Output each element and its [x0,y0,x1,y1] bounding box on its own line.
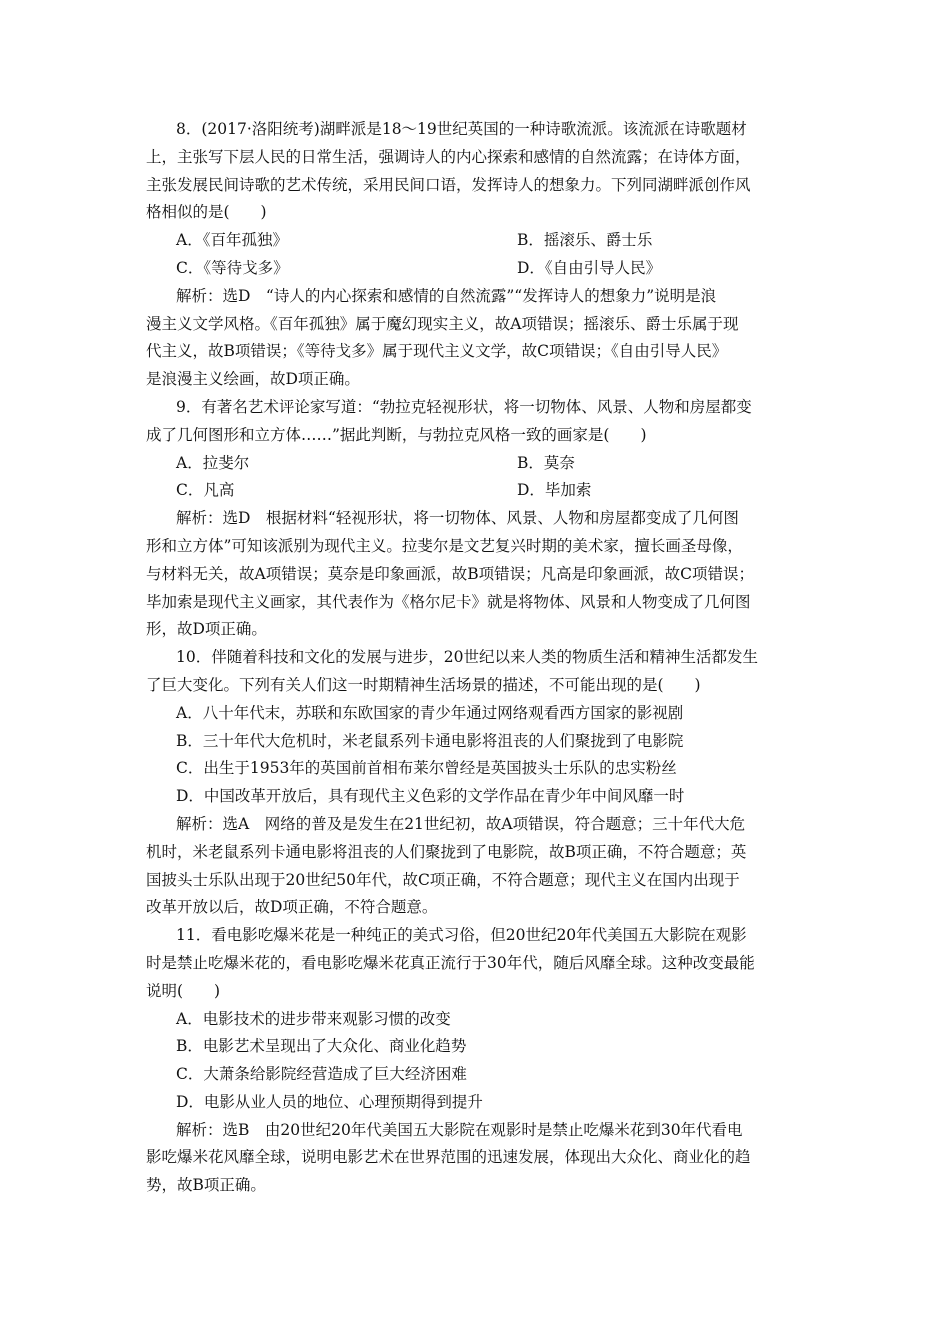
document-page [146,116,808,1200]
question-8-analysis-line-2: 漫主义文学风格。《百年孤独》属于魔幻现实主义，故A项错误；摇滚乐、爵士乐属于现 [146,314,739,333]
question-9-analysis-line-3: 与材料无关，故A项错误；莫奈是印象画派，故B项错误；凡高是印象画派，故C项错误； [146,564,754,583]
question-8-analysis-line-4: 是浪漫主义绘画，故D项正确。 [146,370,360,389]
question-10-stem-line-1: 10．伴随着科技和文化的发展与进步，20世纪以来人类的物质生活和精神生活都发生 [176,648,758,667]
question-8-stem-line-3: 主张发展民间诗歌的艺术传统，采用民间口语，发挥诗人的想象力。下列同湖畔派创作风 [146,175,751,194]
question-10-analysis-line-3: 国披头士乐队出现于20世纪50年代，故C项正确，不符合题意；现代主义在国内出现于 [146,870,740,889]
question-8-option-d: D．《自由引导人民》 [517,258,662,277]
question-8-stem-line-1: 8．(2017·洛阳统考)湖畔派是18～19世纪英国的一种诗歌流派。该流派在诗歌题材 [176,120,747,138]
question-9-stem-line-1: 9．有著名艺术评论家写道：“勃拉克轻视形状，将一切物体、风景、人物和房屋都变 [176,397,752,416]
question-10-option-b: B．三十年代大危机时，米老鼠系列卡通电影将沮丧的人们聚拢到了电影院 [176,731,684,750]
question-11-analysis-line-1: 解析：选B 由20世纪20年代美国五大影院在观影时是禁止吃爆米花到30年代看电 [176,1120,743,1139]
question-9-analysis-line-1: 解析：选D 根据材料“轻视形状，将一切物体、风景、人物和房屋都变成了几何图 [176,509,739,528]
question-8-option-c: C．《等待戈多》 [176,258,289,277]
question-8-option-b: B．摇滚乐、爵士乐 [517,231,653,250]
question-11-option-a: A．电影技术的进步带来观影习惯的改变 [176,1009,451,1028]
question-11-analysis-line-3: 势，故B项正确。 [146,1176,266,1195]
question-9-analysis-line-4: 毕加索是现代主义画家，其代表作为《格尔尼卡》就是将物体、风景和人物变成了几何图 [146,592,751,611]
question-9-stem-line-2: 成了几何图形和立方体……”据此判断，与勃拉克风格一致的画家是( ) [146,425,647,444]
question-9-options-row-1 [146,450,808,478]
question-9-analysis-line-5: 形，故D项正确。 [146,620,267,639]
question-8-stem-line-2: 上，主张写下层人民的日常生活，强调诗人的内心探索和感情的自然流露；在诗体方面， [146,147,751,166]
question-9-option-a: A．拉斐尔 [176,453,250,472]
question-8-options-row-1 [146,227,808,255]
question-9-analysis-line-2: 形和立方体”可知该派别为现代主义。拉斐尔是文艺复兴时期的美术家，擅长画圣母像， [146,536,743,555]
question-11-analysis-line-2: 影吃爆米花风靡全球，说明电影艺术在世界范围的迅速发展，体现出大众化、商业化的趋 [146,1148,751,1167]
question-11-stem-line-1: 11．看电影吃爆米花是一种纯正的美式习俗，但20世纪20年代美国五大影院在观影 [176,926,747,945]
question-10-option-d: D．中国改革开放后，具有现代主义色彩的文学作品在青少年中间风靡一时 [176,787,685,806]
question-11-option-c: C．大萧条给影院经营造成了巨大经济困难 [176,1065,467,1084]
question-11 [146,922,808,1200]
question-11-stem-line-3: 说明( ) [146,981,221,1000]
question-11-stem-line-2: 时是禁止吃爆米花的，看电影吃爆米花真正流行于30年代，随后风靡全球。这种改变最能 [146,953,755,972]
question-10-option-a: A．八十年代末，苏联和东欧国家的青少年通过网络观看西方国家的影视剧 [176,703,684,722]
question-11-option-b: B．电影艺术呈现出了大众化、商业化趋势 [176,1037,467,1056]
question-8-options-row-2 [146,255,808,283]
question-9-options-row-2 [146,477,808,505]
question-8 [146,116,808,394]
question-10-analysis-line-2: 机时，米老鼠系列卡通电影将沮丧的人们聚拢到了电影院，故B项正确，不符合题意；英 [146,842,747,861]
question-9-option-d: D．毕加索 [517,481,592,500]
question-8-option-a: A．《百年孤独》 [176,231,288,250]
question-10 [146,644,808,922]
question-10-analysis-line-1: 解析：选A 网络的普及是发生在21世纪初，故A项错误，符合题意；三十年代大危 [176,814,746,833]
question-10-stem-line-2: 了巨大变化。下列有关人们这一时期精神生活场景的描述，不可能出现的是( ) [146,675,701,694]
question-10-option-c: C．出生于1953年的英国前首相布莱尔曾经是英国披头士乐队的忠实粉丝 [176,759,677,778]
question-9 [146,394,808,644]
question-8-analysis-line-1: 解析：选D “诗人的内心探索和感情的自然流露”“发挥诗人的想象力”说明是浪 [176,286,717,305]
question-9-option-b: B．莫奈 [517,453,575,472]
question-9-option-c: C．凡高 [176,481,235,500]
question-8-stem-line-4: 格相似的是( ) [146,203,267,222]
question-10-analysis-line-4: 改革开放以后，故D项正确，不符合题意。 [146,898,438,917]
question-8-analysis-line-3: 代主义，故B项错误；《等待戈多》属于现代主义文学，故C项错误；《自由引导人民》 [146,342,728,361]
question-11-option-d: D．电影从业人员的地位、心理预期得到提升 [176,1092,483,1111]
